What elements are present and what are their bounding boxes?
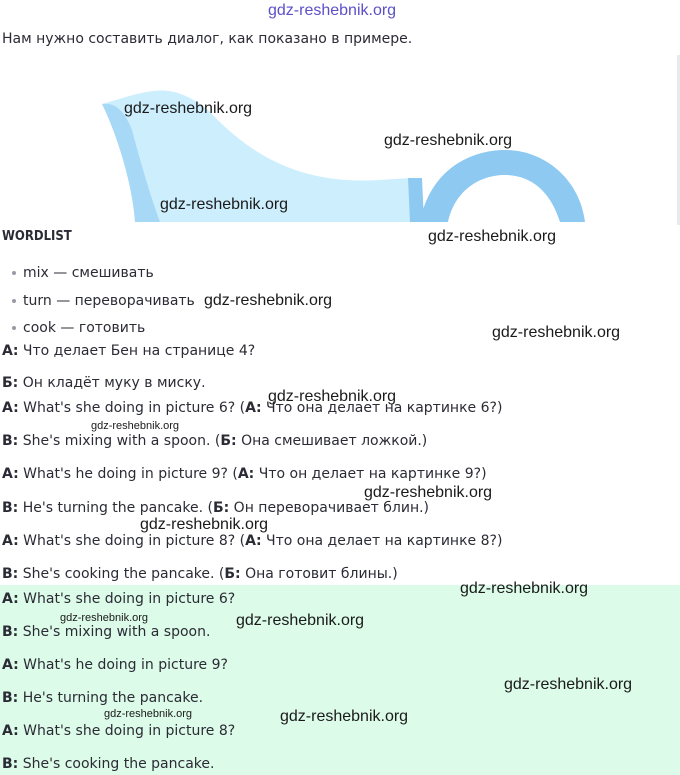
watermark: gdz-reshebnik.org [280, 708, 409, 725]
answer-line: B: He's turning the pancake. [2, 690, 204, 706]
watermark: gdz-reshebnik.org [104, 708, 193, 720]
dialog-line: B: He's turning the pancake. (Б: Он переворачивает блин.) [2, 500, 430, 516]
wordlist-item: turn — переворачивать [12, 293, 195, 309]
dialog-line: B: She's mixing with a spoon. (Б: Она смешивает ложкой.) [2, 433, 428, 449]
dialog-line: B: She's cooking the pancake. (Б: Она готовит блины.) [2, 566, 398, 582]
intro-text: Нам нужно составить диалог, как показано в примере. [2, 31, 413, 47]
dialog-line: A: What's he doing in picture 9? (А: Что он делает на картинке 9?) [2, 466, 487, 482]
example-line: Б: Он кладёт муку в миску. [2, 375, 206, 391]
watermark: gdz-reshebnik.org [460, 580, 589, 597]
answer-line: B: She's cooking the pancake. [2, 756, 215, 772]
watermark: gdz-reshebnik.org [236, 612, 365, 629]
watermark: gdz-reshebnik.org [204, 292, 333, 309]
wordlist-item: cook — готовить [12, 320, 145, 336]
watermark: gdz-reshebnik.org [504, 676, 633, 693]
shoe-illustration [0, 60, 680, 225]
watermark: gdz-reshebnik.org [364, 484, 493, 501]
watermark: gdz-reshebnik.org [492, 324, 621, 341]
watermark: gdz-reshebnik.org [91, 420, 180, 432]
watermark: gdz-reshebnik.org [384, 132, 513, 149]
wordlist-title: WORDLIST [2, 229, 72, 244]
watermark: gdz-reshebnik.org [160, 196, 289, 213]
dialog-line: A: What's she doing in picture 8? (А: Что она делает на картинке 8?) [2, 533, 503, 549]
example-line: А: Что делает Бен на странице 4? [2, 343, 256, 359]
answer-line: A: What's he doing in picture 9? [2, 657, 228, 673]
dialog-line: A: What's she doing in picture 6? (А: Что она делает на картинке 6?) [2, 400, 503, 416]
watermark: gdz-reshebnik.org [124, 100, 253, 117]
watermark: gdz-reshebnik.org [428, 228, 557, 245]
wordlist-item: mix — смешивать [12, 265, 154, 281]
watermark: gdz-reshebnik.org [268, 388, 397, 405]
answer-line: A: What's she doing in picture 8? [2, 723, 236, 739]
top-watermark: gdz-reshebnik.org [268, 2, 397, 19]
answer-line: B: She's mixing with a spoon. [2, 624, 211, 640]
answer-line: A: What's she doing in picture 6? [2, 591, 236, 607]
watermark: gdz-reshebnik.org [140, 516, 269, 533]
watermark: gdz-reshebnik.org [60, 612, 149, 624]
